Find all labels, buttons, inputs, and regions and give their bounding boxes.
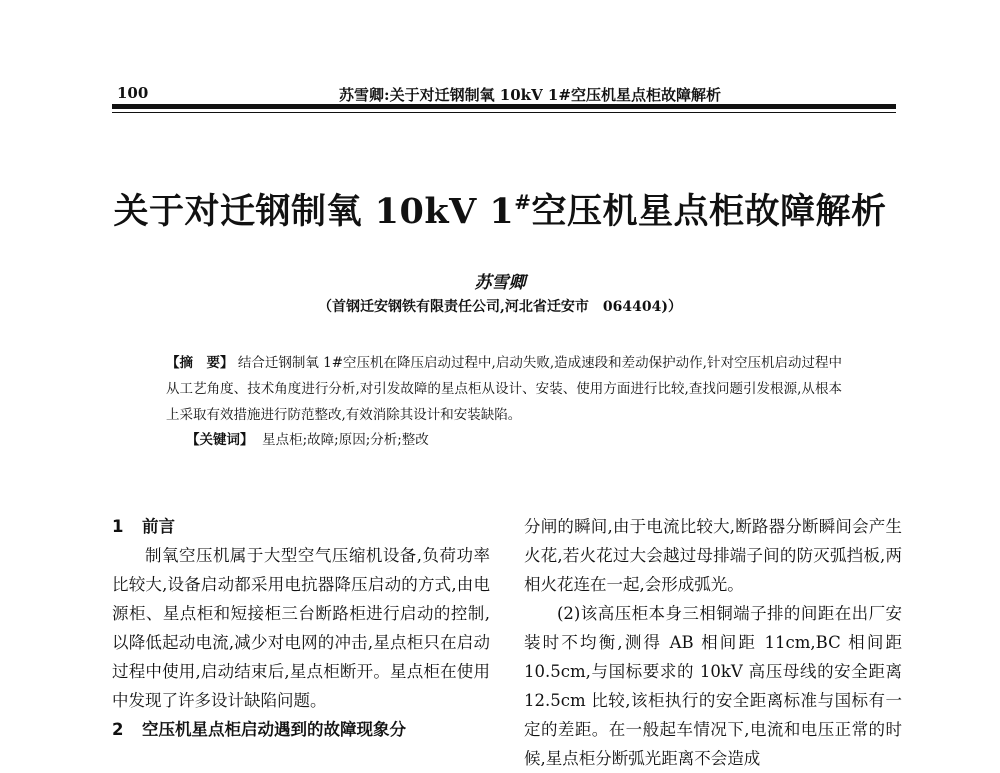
title-suffix: 空压机星点柜故障解析 [531, 191, 887, 232]
left-column [112, 512, 490, 744]
affiliation: （首钢迁安钢铁有限责任公司,河北省迁安市 064404)） [318, 299, 682, 315]
paragraph: 分闸的瞬间,由于电流比较大,断路器分断瞬间会产生火花,若火花过大会越过母排端子间的防灭弧挡板,两相火花连在一起,会形成弧光。 [524, 517, 902, 594]
abstract-text: 结合迁钢制氧 1#空压机在降压启动过程中,启动失败,造成速段和差动保护动作,针对空压机启动过程中从工艺角度、技术角度进行分析,对引发故障的星点柜从设计、安装、使用方面进行比较,查找问题引发根源,从根本上采取有效措施进行防范整改,有效消除其设计和安装缺陷。 [166, 355, 842, 423]
page-number: 100 [117, 84, 149, 102]
keywords [186, 428, 429, 448]
section-title: 前言 [142, 517, 175, 536]
abstract [166, 350, 842, 428]
header-rule-thick [112, 104, 896, 109]
keywords-label: 【关键词】 [186, 432, 254, 448]
keywords-text: 星点柜;故障;原因;分析;整改 [262, 432, 429, 448]
section-number: 2 [112, 720, 124, 739]
running-header: 苏雪卿:关于对迁钢制氧 10kV 1#空压机星点柜故障解析 [339, 86, 721, 104]
right-column [524, 512, 902, 773]
section-heading-2 [112, 715, 490, 744]
title-superscript: # [514, 190, 532, 214]
section-number: 1 [112, 517, 124, 536]
paragraph: 制氧空压机属于大型空气压缩机设备,负荷功率比较大,设备启动都采用电抗器降压启动的方式,由电源柜、星点柜和短接柜三台断路柜进行启动的控制,以降低起动电流,减少对电网的冲击,星点柜只在启动过程中使用,启动结束后,星点柜断开。星点柜在使用中发现了许多设计缺陷问题。 [112, 546, 490, 710]
title-main: 关于对迁钢制氧 10kV 1 [113, 191, 515, 232]
abstract-label: 【摘 要】 [166, 355, 234, 371]
header-rule-thin [112, 112, 896, 113]
author: 苏雪卿 [474, 273, 526, 293]
section-heading-1 [112, 512, 490, 541]
article-title [0, 184, 1000, 234]
section-title: 空压机星点柜启动遇到的故障现象分 [142, 720, 406, 739]
paragraph: (2)该高压柜本身三相铜端子排的间距在出厂安装时不均衡,测得 AB 相间距 11cm,BC 相间距 10.5cm,与国标要求的 10kV 高压母线的安全距离 12.5cm 比较,该柜执行的安全距离标准与国标有一定的差距。在一般起车情况下,电流和电压正常的时候,星点柜分断弧光距离不会造成 [524, 604, 902, 768]
